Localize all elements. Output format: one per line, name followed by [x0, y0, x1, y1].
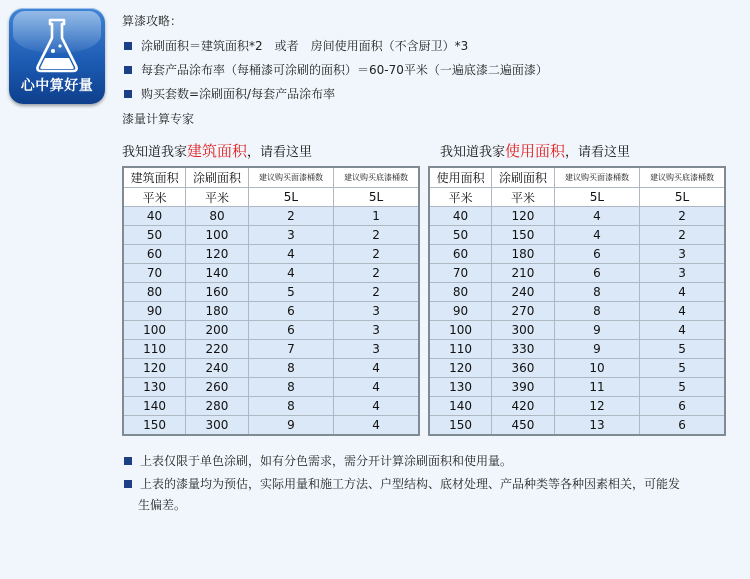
table-cell: 4 [640, 283, 725, 302]
table-row [123, 340, 419, 359]
table-cell: 3 [334, 302, 419, 321]
table-cell: 260 [186, 378, 249, 397]
table-cell: 5 [640, 378, 725, 397]
table-row [123, 416, 419, 436]
table-cell: 270 [492, 302, 555, 321]
table-cell: 5 [640, 340, 725, 359]
table-cell: 40 [429, 207, 492, 226]
table-cell: 390 [492, 378, 555, 397]
table-row [429, 359, 725, 378]
table-cell: 140 [429, 397, 492, 416]
note-text: 上表仅限于单色涂刷，如有分色需求，需分开计算涂刷面积和使用量。 [140, 454, 513, 468]
table-cell: 100 [123, 321, 186, 340]
table-cell: 2 [334, 226, 419, 245]
table-row [429, 416, 725, 436]
table-cell: 150 [492, 226, 555, 245]
table-cell: 90 [429, 302, 492, 321]
table-cell: 120 [492, 207, 555, 226]
table-cell: 120 [123, 359, 186, 378]
table-cell: 240 [186, 359, 249, 378]
table-row [429, 207, 725, 226]
table-cell: 2 [248, 207, 333, 226]
table-row [123, 302, 419, 321]
table-cell: 60 [123, 245, 186, 264]
table-cell: 12 [554, 397, 639, 416]
table-cell: 8 [554, 283, 639, 302]
note-1 [124, 451, 512, 472]
table-cell: 50 [123, 226, 186, 245]
note-text: 上表的漆量均为预估，实际用量和施工方法、户型结构、底材处理、产品种类等各种因素相关，可能发 [140, 477, 681, 491]
column-header: 建筑面积 [123, 167, 186, 188]
table-cell: 2 [334, 264, 419, 283]
column-header: 建议购买面漆桶数 [554, 167, 639, 188]
column-header: 涂刷面积 [186, 167, 249, 188]
table-cell: 240 [492, 283, 555, 302]
table-cell: 40 [123, 207, 186, 226]
guide-title: 算漆攻略： [122, 14, 183, 28]
table-cell: 50 [429, 226, 492, 245]
expert-title: 漆量计算专家 [122, 112, 195, 126]
table-row [429, 321, 725, 340]
table-cell: 100 [186, 226, 249, 245]
column-header: 使用面积 [429, 167, 492, 188]
unit-cell: 5L [248, 188, 333, 207]
table-cell: 3 [640, 264, 725, 283]
table-cell: 360 [492, 359, 555, 378]
bullet-marker [124, 90, 132, 98]
table-unit-row [429, 188, 725, 207]
table-cell: 180 [186, 302, 249, 321]
table-cell: 4 [248, 264, 333, 283]
table-row [123, 245, 419, 264]
table-cell: 4 [334, 397, 419, 416]
guide-line-text: 每套产品涂布率（每桶漆可涂刷的面积）＝60-70平米（一遍底漆二遍面漆） [141, 63, 548, 77]
table-cell: 140 [186, 264, 249, 283]
table-cell: 5 [640, 359, 725, 378]
table-cell: 2 [334, 245, 419, 264]
table-cell: 6 [640, 416, 725, 436]
table-cell: 4 [248, 245, 333, 264]
note-2 [124, 474, 734, 518]
table-row [429, 340, 725, 359]
table-cell: 11 [554, 378, 639, 397]
unit-cell: 平米 [429, 188, 492, 207]
table-cell: 8 [554, 302, 639, 321]
table-row [123, 264, 419, 283]
unit-cell: 5L [334, 188, 419, 207]
table-row [429, 226, 725, 245]
table-cell: 130 [123, 378, 186, 397]
app-logo [9, 8, 105, 104]
unit-cell: 平米 [123, 188, 186, 207]
table-cell: 90 [123, 302, 186, 321]
table-cell: 200 [186, 321, 249, 340]
table-cell: 4 [640, 302, 725, 321]
table-row [123, 359, 419, 378]
table-cell: 150 [429, 416, 492, 436]
table-cell: 3 [334, 340, 419, 359]
table-cell: 80 [186, 207, 249, 226]
table-row [123, 397, 419, 416]
column-header: 建议购买底漆桶数 [334, 167, 419, 188]
table-cell: 6 [248, 321, 333, 340]
table-cell: 6 [554, 245, 639, 264]
table-cell: 8 [248, 359, 333, 378]
table-row [429, 283, 725, 302]
caption-prefix: 我知道我家 [440, 145, 506, 160]
guide-line-text: 涂刷面积＝建筑面积*2 或者 房间使用面积（不含厨卫）*3 [141, 39, 469, 53]
table-cell: 120 [429, 359, 492, 378]
table-cell: 280 [186, 397, 249, 416]
table-cell: 7 [248, 340, 333, 359]
table-cell: 4 [554, 207, 639, 226]
table-cell: 210 [492, 264, 555, 283]
table-cell: 9 [248, 416, 333, 436]
table-header-row [429, 167, 725, 188]
table-row [429, 302, 725, 321]
table-cell: 6 [248, 302, 333, 321]
table-cell: 3 [248, 226, 333, 245]
table-cell: 6 [640, 397, 725, 416]
table-cell: 4 [334, 378, 419, 397]
table-cell: 300 [492, 321, 555, 340]
table-cell: 160 [186, 283, 249, 302]
note-text-continued: 生偏差。 [138, 498, 187, 512]
building-area-table [122, 166, 420, 436]
bullet-marker [124, 42, 132, 50]
table-cell: 80 [429, 283, 492, 302]
table-cell: 10 [554, 359, 639, 378]
table-cell: 220 [186, 340, 249, 359]
unit-cell: 5L [554, 188, 639, 207]
table-row [123, 378, 419, 397]
table-row [123, 321, 419, 340]
table-cell: 140 [123, 397, 186, 416]
table-cell: 13 [554, 416, 639, 436]
table-unit-row [123, 188, 419, 207]
table-cell: 8 [248, 378, 333, 397]
table-cell: 120 [186, 245, 249, 264]
table-cell: 8 [248, 397, 333, 416]
table-row [429, 397, 725, 416]
table-cell: 5 [248, 283, 333, 302]
caption-highlight: 建筑面积 [187, 142, 248, 160]
table-cell: 450 [492, 416, 555, 436]
table-cell: 3 [640, 245, 725, 264]
flask-icon [35, 18, 79, 74]
unit-cell: 5L [640, 188, 725, 207]
table-row [123, 283, 419, 302]
table-cell: 2 [334, 283, 419, 302]
table-cell: 330 [492, 340, 555, 359]
table-cell: 150 [123, 416, 186, 436]
caption-suffix: ，请看这里 [247, 145, 313, 160]
table-cell: 4 [334, 359, 419, 378]
table-cell: 2 [640, 207, 725, 226]
table-cell: 300 [186, 416, 249, 436]
table-row [123, 207, 419, 226]
usable-area-table [428, 166, 726, 436]
bullet-marker [124, 66, 132, 74]
table-row [123, 226, 419, 245]
table-cell: 4 [334, 416, 419, 436]
column-header: 建议购买面漆桶数 [248, 167, 333, 188]
table-cell: 6 [554, 264, 639, 283]
table-cell: 110 [123, 340, 186, 359]
guide-line-1 [124, 37, 468, 54]
logo-label: 心中算好量 [20, 78, 94, 94]
caption-prefix: 我知道我家 [122, 145, 188, 160]
caption-highlight: 使用面积 [505, 142, 566, 160]
table-cell: 2 [640, 226, 725, 245]
guide-line-text: 购买套数=涂刷面积/每套产品涂布率 [141, 87, 336, 101]
bullet-marker [124, 480, 132, 488]
unit-cell: 平米 [492, 188, 555, 207]
table-header-row [123, 167, 419, 188]
table-row [429, 264, 725, 283]
table-cell: 4 [554, 226, 639, 245]
left-table-caption [122, 140, 312, 161]
unit-cell: 平米 [186, 188, 249, 207]
table-cell: 180 [492, 245, 555, 264]
column-header: 涂刷面积 [492, 167, 555, 188]
table-cell: 3 [334, 321, 419, 340]
table-cell: 4 [640, 321, 725, 340]
table-cell: 110 [429, 340, 492, 359]
table-row [429, 378, 725, 397]
table-cell: 100 [429, 321, 492, 340]
column-header: 建议购买底漆桶数 [640, 167, 725, 188]
bullet-marker [124, 457, 132, 465]
table-cell: 80 [123, 283, 186, 302]
table-cell: 9 [554, 321, 639, 340]
table-cell: 70 [123, 264, 186, 283]
table-cell: 60 [429, 245, 492, 264]
caption-suffix: ，请看这里 [565, 145, 631, 160]
guide-line-3 [124, 85, 335, 102]
table-cell: 420 [492, 397, 555, 416]
table-cell: 1 [334, 207, 419, 226]
guide-line-2 [124, 61, 548, 78]
right-table-caption [440, 140, 630, 161]
table-cell: 9 [554, 340, 639, 359]
table-row [429, 245, 725, 264]
table-cell: 70 [429, 264, 492, 283]
table-cell: 130 [429, 378, 492, 397]
